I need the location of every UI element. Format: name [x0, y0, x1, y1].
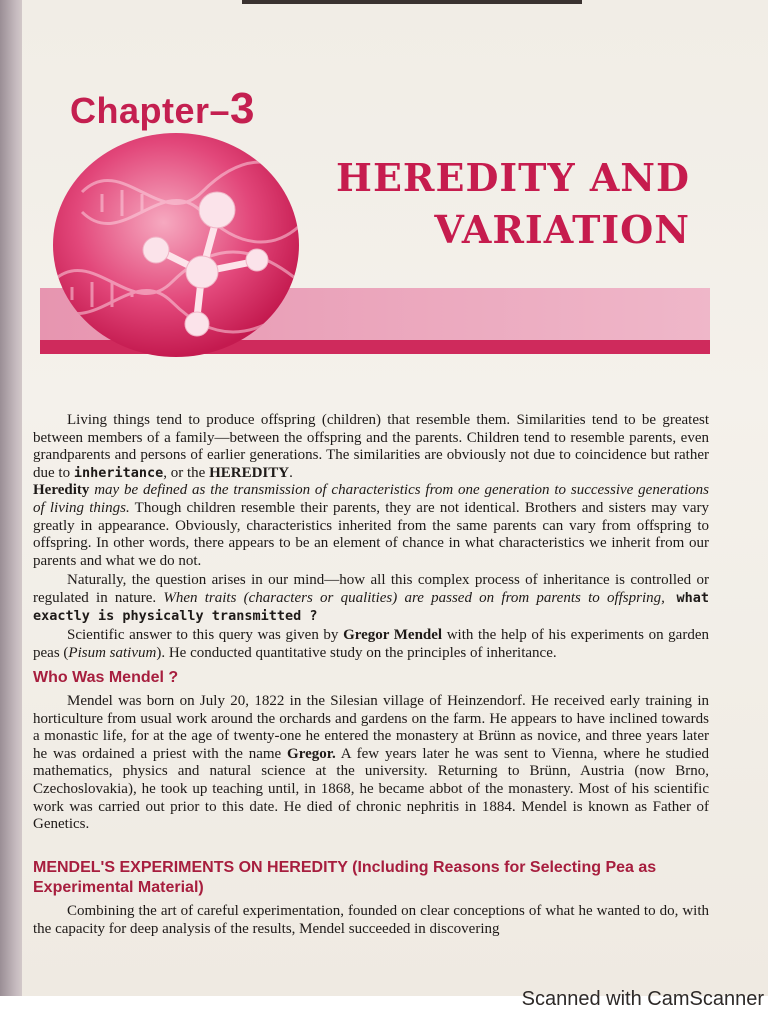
mendel-bio-text-a: Mendel was born on July 20, 1822 in the Silesian village of Heinzendorf. He received early training in horticulture from usual work around the orchards and gardens on the farm. He appears to have inclined towards a monastic life, for at the age of twenty-one he entered the monastery at Brünn as novice, and three years later he was ordained a priest with the name — [33, 693, 709, 762]
intro-p1-text-c: , or the — [163, 464, 210, 481]
chapter-title — [336, 152, 690, 256]
intro-p2-question: what exactly is physically transmitted ? — [33, 589, 710, 624]
heredity-definition: may be defined as the transmission of characteristics from one generation to successive generations of living things. — [33, 482, 709, 516]
chapter-label — [70, 84, 255, 134]
section-who-was-mendel — [33, 693, 709, 834]
intro-paragraph-3 — [33, 627, 709, 662]
name-gregor: Gregor. — [287, 745, 336, 762]
name-gregor-mendel: Gregor Mendel — [343, 627, 443, 644]
mendel-bio-paragraph — [33, 693, 709, 834]
intro-p1-text-h: Though children resemble their parents, they are not identical. Brothers and sisters may vary greatly in appearance. Obviously, characteristics inherited from the same parents can vary from offspring to offspring. In other words, there appears to be an element of chance in what characteristics we inherit from our parents and what we do not. — [33, 499, 709, 569]
chapter-title-line1: HEREDITY AND — [336, 155, 690, 200]
scanner-watermark: Scanned with CamScanner — [521, 988, 764, 1010]
section-heading-who-was-mendel: Who Was Mendel ? — [33, 669, 179, 686]
chapter-title-line2: VARIATION — [434, 207, 690, 252]
page-top-edge — [242, 0, 582, 4]
species-name: Pisum sativum — [68, 644, 157, 661]
intro-paragraph-2 — [33, 572, 709, 625]
term-heredity-definition: Heredity — [33, 482, 90, 499]
intro-p2-text-a: Naturally, the question arises in our mind—how all this complex process of inheritance is controlled or regulated in nature. — [33, 572, 709, 606]
intro-p1-text-a: Living things tend to produce offspring (children) that resemble them. Similarities tend to be greatest between members of a family—between the offspring and the parents. Children tend to resemble parents, even grandparents and persons of earlier generations. The similarities are obviously not due to coincidence but rather due to — [33, 412, 709, 481]
section-heading-experiments: MENDEL'S EXPERIMENTS ON HEREDITY (Including Reasons for Selecting Pea as Experimental Material) — [33, 859, 657, 896]
intro-p3-text-e: ). He conducted quantitative study on the principles of inheritance. — [156, 644, 557, 661]
intro-paragraph-1 — [33, 412, 709, 570]
experiments-paragraph: Combining the art of careful experimentation, founded on clear conceptions of what he wanted to do, with the capacity for deep analysis of the results, Mendel succeeded in discovering — [33, 903, 709, 937]
intro-p1-text-e: . — [289, 464, 293, 481]
term-heredity: HEREDITY — [209, 464, 290, 481]
dna-molecule-emblem — [52, 132, 300, 358]
intro-p3-text-c: with the help of his experiments on garden peas ( — [33, 627, 709, 661]
chapter-label-text: Chapter– — [70, 90, 231, 131]
intro-section — [33, 412, 709, 662]
mendel-bio-text-c: A few years later he was sent to Vienna, where he studied mathematics, physics and natural science at the university. Returning to Brünn, Austria (now Brno, Czechoslovakia), he took up teaching until, in 1868, he became abbot of the monastery. Most of his scientific work was carried out prior to this date. He died of chronic nephritis in 1884. Mendel is known as Father of Genetics. — [33, 745, 710, 833]
term-inheritance: inheritance — [73, 464, 164, 481]
intro-p3-text-a: Scientific answer to this query was given by — [67, 627, 344, 644]
section-experiments — [33, 903, 709, 938]
intro-p2-italic: When traits (characters or qualities) are passed on from parents to offspring, — [163, 589, 665, 606]
chapter-number: 3 — [230, 84, 256, 133]
